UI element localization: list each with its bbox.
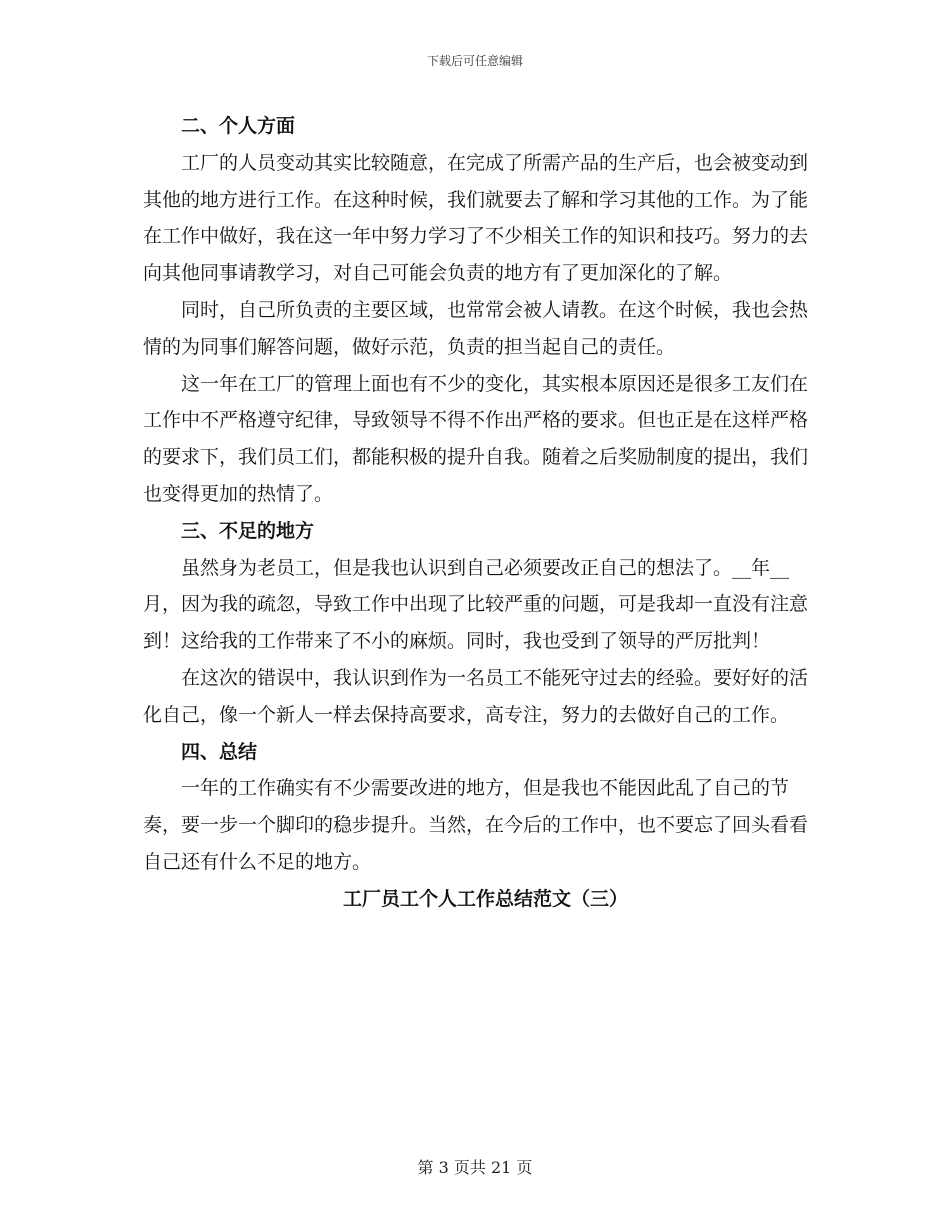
paragraph: 同时，自己所负责的主要区域，也常常会被人请教。在这个时候，我也会热情的为同事们解答问题，做好示范，负责的担当起自己的责任。 bbox=[143, 298, 809, 358]
paragraph: 工厂的人员变动其实比较随意，在完成了所需产品的生产后，也会被变动到其他的地方进行工作。在这种时候，我们就要去了解和学习其他的工作。为了能在工作中做好，我在这一年中努力学习了不少相关工作的知识和技巧。努力的去向其他同事请教学习，对自己可能会负责的地方有了更加深化的了解。 bbox=[143, 151, 809, 285]
section-heading-shortcomings: 三、不足的地方 bbox=[181, 519, 315, 542]
paragraph: 这一年在工厂的管理上面也有不少的变化，其实根本原因还是很多工友们在工作中不严格遵守纪律，导致领导不得不作出严格的要求。但也正是在这样严格的要求下，我们员工们，都能积极的提升自我。随着之后奖励制度的提出，我们也变得更加的热情了。 bbox=[143, 372, 809, 505]
document-body bbox=[143, 108, 808, 918]
section-heading-personal: 二、个人方面 bbox=[181, 115, 296, 137]
page-header: 下载后可任意编辑 bbox=[426, 54, 523, 68]
page-number: 第 3 页共 21 页 bbox=[417, 1158, 533, 1177]
paragraph: 在这次的错误中，我认识到作为一名员工不能死守过去的经验。要好好的活化自己，像一个新人一样去保持高要求，高专注，努力的去做好自己的工作。 bbox=[143, 666, 809, 726]
section-heading-summary: 四、总结 bbox=[181, 740, 258, 763]
paragraph: 虽然身为老员工，但是我也认识到自己必须要改正自己的想法了。__年__月，因为我的疏忽，导致工作中出现了比较严重的问题，可是我却一直没有注意到！这给我的工作带来了不小的麻烦。同时，我也受到了领导的严厉批判！ bbox=[143, 556, 809, 653]
document-title: 工厂员工个人工作总结范文（三） bbox=[342, 887, 628, 910]
paragraph: 一年的工作确实有不少需要改进的地方，但是我也不能因此乱了自己的节奏，要一步一个脚印的稳步提升。当然，在今后的工作中，也不要忘了回头看看自己还有什么不足的地方。 bbox=[143, 777, 809, 873]
